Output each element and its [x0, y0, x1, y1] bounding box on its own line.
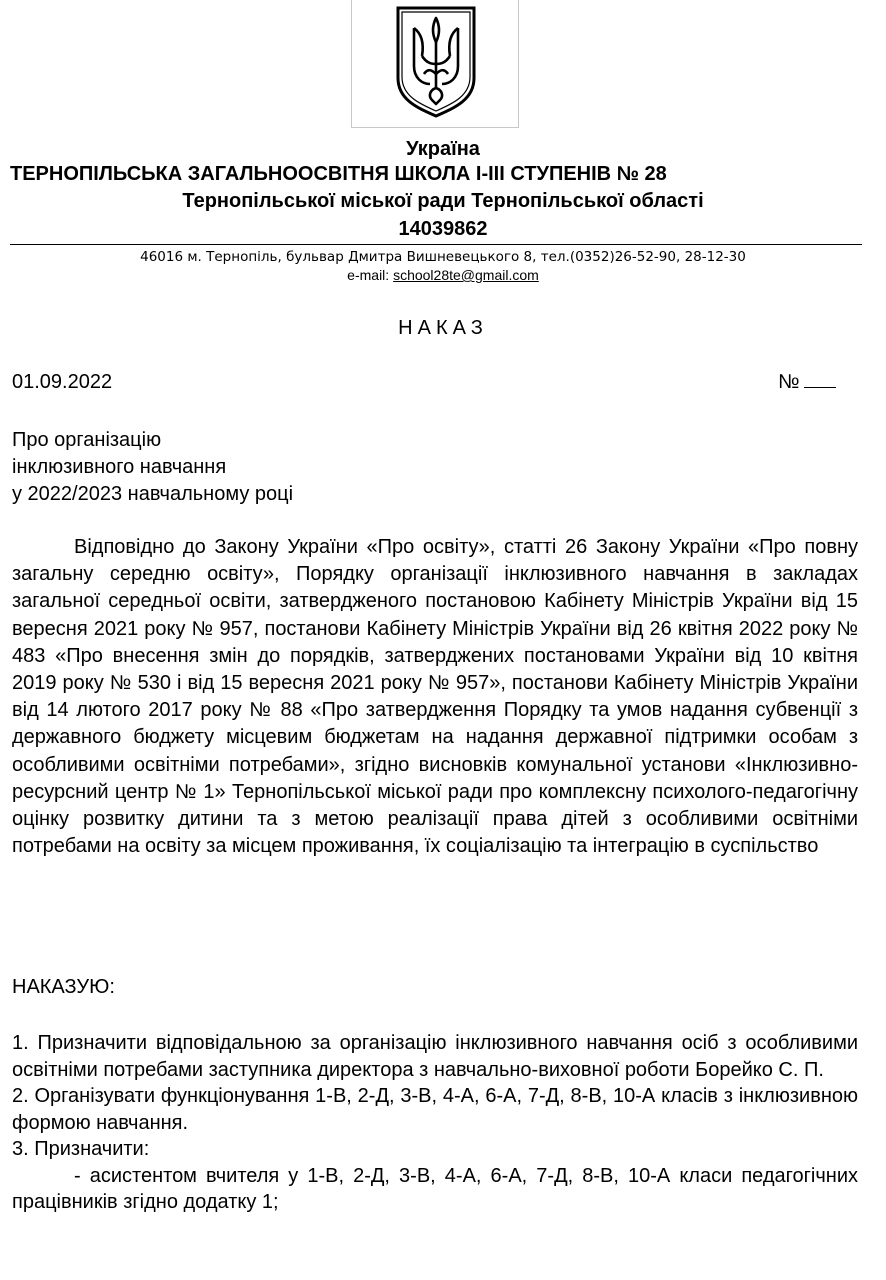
trident-emblem-icon — [392, 4, 480, 120]
subject-line: у 2022/2023 навчальному році — [12, 483, 294, 505]
council-name: Тернопільської міської ради Тернопільської області — [182, 190, 704, 212]
header-divider — [10, 244, 862, 245]
email-link[interactable]: school28te@gmail.com — [393, 267, 539, 283]
school-code: 14039862 — [398, 218, 488, 240]
subject-line: інклюзивного навчання — [12, 456, 227, 478]
email-label: e-mail: — [347, 267, 390, 283]
order-subject — [12, 427, 293, 508]
order-items — [12, 1030, 858, 1216]
number-label: № — [778, 371, 800, 393]
school-address: 46016 м. Тернопіль, бульвар Дмитра Вишневецького 8, тел.(0352)26-52-90, 28-12-30 — [140, 249, 746, 265]
order-item: 1. Призначити відповідальною за організацію інклюзивного навчання осіб з особливими освітніми потребами заступника директора з навчально-виховної роботи Борейко С. П. — [12, 1032, 858, 1081]
subject-line: Про організацію — [12, 429, 162, 451]
document-title: НАКАЗ — [398, 317, 488, 339]
school-name: ТЕРНОПІЛЬСЬКА ЗАГАЛЬНООСВІТНЯ ШКОЛА І-ІІІ СТУПЕНІВ № 28 — [10, 163, 667, 185]
country-name: Україна — [406, 138, 480, 160]
order-date: 01.09.2022 — [12, 371, 113, 393]
number-blank — [804, 373, 836, 388]
order-sub-item: - асистентом вчителя у 1-В, 2-Д, 3-В, 4-А, 6-А, 7-Д, 8-В, 10-А класи педагогічних працівників згідно додатку 1; — [12, 1164, 858, 1213]
coat-of-arms — [351, 0, 519, 128]
email-line — [0, 267, 886, 283]
order-item: 3. Призначити: — [12, 1138, 150, 1160]
preamble-paragraph: Відповідно до Закону України «Про освіту», статті 26 Закону України «Про повну загальну середню освіту», Порядку організації інклюзивного навчання в закладах загальної середньої освіти, затвердженого постановою Кабінету Міністрів України від 15 вересня 2021 року № 957, постанови Кабінету Міністрів України від 26 квітня 2022 року № 483 «Про внесення змін до порядків, затверджених постановами України від 10 квітня 2019 року № 530 і від 15 вересня 2021 року № 957», постанови Кабінету Міністрів України від 14 лютого 2017 року № 88 «Про затвердження Порядку та умов надання субвенції з державного бюджету місцевим бюджетам на надання державної підтримки особам з особливими освітніми потребами», згідно висновків комунальної установи «Інклюзивно-ресурсний центр № 1» Тернопільської міської ради про комплексну психолого-педагогічну оцінку розвитку дитини та з метою реалізації права дітей з особливими освітніми потребами на освіту за місцем проживання, їх соціалізацію та інтеграцію в суспільство — [12, 536, 858, 858]
order-number — [778, 371, 836, 394]
order-item: 2. Організувати функціонування 1-В, 2-Д, 3-В, 4-А, 6-А, 7-Д, 8-В, 10-А класів з інклюзивною формою навчання. — [12, 1085, 858, 1134]
order-heading: НАКАЗУЮ: — [12, 976, 115, 998]
